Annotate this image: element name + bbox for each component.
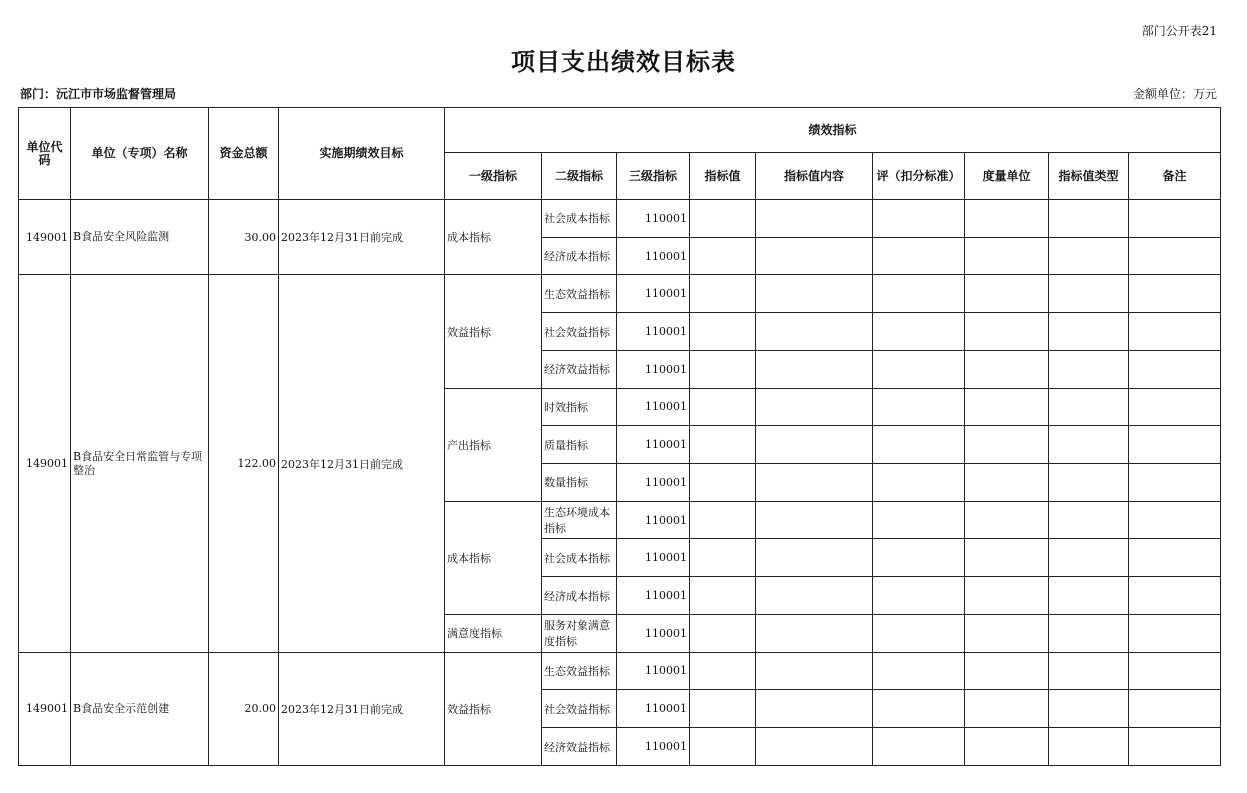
value-content-cell [756,501,873,539]
value-type-cell [1049,539,1129,577]
remark-cell [1129,539,1221,577]
value-type-cell [1049,200,1129,238]
remark-cell [1129,690,1221,728]
level3-cell: 110001 [617,275,690,313]
value-type-cell [1049,426,1129,464]
level3-cell: 110001 [617,614,690,652]
unit-name-cell: B食品安全示范创建 [71,652,209,765]
scoring-cell [873,388,965,426]
value-type-cell [1049,652,1129,690]
unit-name-cell: B食品安全日常监管与专项整治 [71,275,209,652]
measure-unit-cell [965,652,1049,690]
value-cell [690,275,756,313]
level2-cell: 社会成本指标 [542,200,617,238]
value-type-cell [1049,690,1129,728]
remark-cell [1129,728,1221,766]
value-cell [690,313,756,351]
header-value: 指标值 [690,153,756,200]
unit-code-cell: 149001 [19,652,71,765]
value-content-cell [756,728,873,766]
value-type-cell [1049,614,1129,652]
level2-cell: 社会效益指标 [542,690,617,728]
value-content-cell [756,614,873,652]
header-value-type: 指标值类型 [1049,153,1129,200]
scoring-cell [873,728,965,766]
performance-target-table [18,107,1221,766]
value-cell [690,539,756,577]
value-content-cell [756,350,873,388]
value-cell [690,388,756,426]
remark-cell [1129,577,1221,615]
measure-unit-cell [965,200,1049,238]
remark-cell [1129,501,1221,539]
level2-cell: 经济成本指标 [542,577,617,615]
unit-code-cell: 149001 [19,275,71,652]
scoring-cell [873,614,965,652]
level2-cell: 经济效益指标 [542,728,617,766]
remark-cell [1129,388,1221,426]
total-funds-cell: 20.00 [209,652,279,765]
scoring-cell [873,501,965,539]
header-level3: 三级指标 [617,153,690,200]
scoring-cell [873,577,965,615]
value-content-cell [756,464,873,502]
measure-unit-cell [965,728,1049,766]
level3-cell: 110001 [617,728,690,766]
scoring-cell [873,350,965,388]
remark-cell [1129,350,1221,388]
remark-cell [1129,275,1221,313]
level3-cell: 110001 [617,464,690,502]
scoring-cell [873,539,965,577]
header-period-goal: 实施期绩效目标 [279,108,445,200]
level3-cell: 110001 [617,652,690,690]
level2-cell: 经济成本指标 [542,237,617,275]
value-type-cell [1049,728,1129,766]
measure-unit-cell [965,614,1049,652]
level2-cell: 生态效益指标 [542,275,617,313]
measure-unit-cell [965,426,1049,464]
value-type-cell [1049,313,1129,351]
level1-cell: 成本指标 [445,501,542,614]
level1-cell: 满意度指标 [445,614,542,652]
total-funds-cell: 30.00 [209,200,279,275]
remark-cell [1129,200,1221,238]
level3-cell: 110001 [617,539,690,577]
level2-cell: 时效指标 [542,388,617,426]
level2-cell: 生态效益指标 [542,652,617,690]
level2-cell: 社会成本指标 [542,539,617,577]
scoring-cell [873,652,965,690]
header-total-funds: 资金总额 [209,108,279,200]
value-cell [690,501,756,539]
value-cell [690,426,756,464]
table-row [19,200,1221,238]
remark-cell [1129,464,1221,502]
measure-unit-cell [965,350,1049,388]
measure-unit-cell [965,313,1049,351]
value-content-cell [756,237,873,275]
unit-code-cell: 149001 [19,200,71,275]
level3-cell: 110001 [617,350,690,388]
value-type-cell [1049,464,1129,502]
table-row [19,275,1221,313]
header-indicators: 绩效指标 [445,108,1221,153]
period-goal-cell: 2023年12月31日前完成 [279,652,445,765]
value-content-cell [756,426,873,464]
measure-unit-cell [965,237,1049,275]
level3-cell: 110001 [617,200,690,238]
value-content-cell [756,652,873,690]
scoring-cell [873,426,965,464]
header-level2: 二级指标 [542,153,617,200]
level2-cell: 生态环境成本指标 [542,501,617,539]
header-scoring: 评（扣分标准） [873,153,965,200]
scoring-cell [873,237,965,275]
remark-cell [1129,652,1221,690]
level3-cell: 110001 [617,501,690,539]
header-remark: 备注 [1129,153,1221,200]
value-cell [690,690,756,728]
measure-unit-cell [965,388,1049,426]
level2-cell: 数量指标 [542,464,617,502]
scoring-cell [873,200,965,238]
value-type-cell [1049,237,1129,275]
remark-cell [1129,614,1221,652]
value-type-cell [1049,388,1129,426]
level1-cell: 产出指标 [445,388,542,501]
scoring-cell [873,690,965,728]
level3-cell: 110001 [617,577,690,615]
level3-cell: 110001 [617,426,690,464]
measure-unit-cell [965,539,1049,577]
value-content-cell [756,539,873,577]
level1-cell: 效益指标 [445,652,542,765]
level3-cell: 110001 [617,690,690,728]
department-label: 部门：沅江市市场监督管理局 [20,87,177,101]
value-content-cell [756,577,873,615]
header-level1: 一级指标 [445,153,542,200]
total-funds-cell: 122.00 [209,275,279,652]
period-goal-cell: 2023年12月31日前完成 [279,200,445,275]
measure-unit-cell [965,690,1049,728]
value-cell [690,614,756,652]
value-content-cell [756,275,873,313]
level2-cell: 社会效益指标 [542,313,617,351]
level2-cell: 服务对象满意度指标 [542,614,617,652]
scoring-cell [873,464,965,502]
table-body [19,200,1221,766]
measure-unit-cell [965,577,1049,615]
value-content-cell [756,388,873,426]
value-cell [690,728,756,766]
level1-cell: 效益指标 [445,275,542,388]
value-cell [690,652,756,690]
level2-cell: 质量指标 [542,426,617,464]
level1-cell: 成本指标 [445,200,542,275]
table-row [19,652,1221,690]
table-number-label: 部门公开表21 [1141,24,1217,38]
level3-cell: 110001 [617,313,690,351]
value-content-cell [756,690,873,728]
remark-cell [1129,313,1221,351]
scoring-cell [873,275,965,313]
value-type-cell [1049,275,1129,313]
measure-unit-cell [965,501,1049,539]
header-value-content: 指标值内容 [756,153,873,200]
period-goal-cell: 2023年12月31日前完成 [279,275,445,652]
value-type-cell [1049,577,1129,615]
value-cell [690,464,756,502]
value-cell [690,350,756,388]
measure-unit-cell [965,275,1049,313]
amount-unit-label: 金额单位：万元 [1132,87,1217,101]
value-cell [690,200,756,238]
page-title: 项目支出绩效目标表 [511,47,736,76]
header-unit-code: 单位代码 [19,108,71,200]
measure-unit-cell [965,464,1049,502]
value-content-cell [756,313,873,351]
remark-cell [1129,237,1221,275]
header-unit-name: 单位（专项）名称 [71,108,209,200]
level3-cell: 110001 [617,237,690,275]
unit-name-cell: B食品安全风险监测 [71,200,209,275]
value-type-cell [1049,501,1129,539]
level2-cell: 经济效益指标 [542,350,617,388]
level3-cell: 110001 [617,388,690,426]
scoring-cell [873,313,965,351]
remark-cell [1129,426,1221,464]
header-measure-unit: 度量单位 [965,153,1049,200]
value-type-cell [1049,350,1129,388]
value-content-cell [756,200,873,238]
value-cell [690,237,756,275]
value-cell [690,577,756,615]
